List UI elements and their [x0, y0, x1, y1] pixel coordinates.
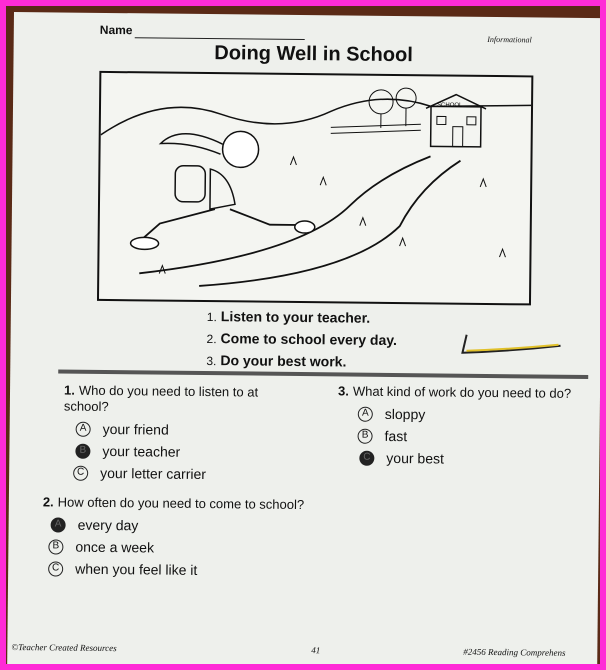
answer-bubble[interactable]: C: [48, 561, 63, 576]
rule-item: 1. Listen to your teacher.: [206, 308, 371, 326]
worksheet-page: [7, 12, 600, 664]
answer-bubble[interactable]: B: [358, 428, 373, 443]
answer-option[interactable]: A your friend: [76, 421, 304, 439]
name-label: Name: [99, 22, 133, 38]
answer-bubble-filled[interactable]: B: [75, 443, 90, 458]
answer-option[interactable]: C your best: [359, 450, 577, 468]
name-line: [134, 23, 304, 40]
answer-option[interactable]: C your letter carrier: [73, 465, 303, 483]
page-title: Doing Well in School: [214, 42, 413, 67]
answer-bubble[interactable]: A: [76, 421, 91, 436]
answer-bubble[interactable]: C: [73, 465, 88, 480]
answer-option[interactable]: A sloppy: [358, 406, 578, 424]
illustration-drawing: [99, 73, 531, 303]
question-1: 1. Who do you need to listen to at school? A your friend B your teacher C your letter carrier: [63, 383, 304, 484]
question-text: How often do you need to come to school?: [57, 494, 305, 513]
rule-item: 2. Come to school every day.: [206, 330, 398, 349]
running-girl: [131, 130, 316, 251]
school-building: [426, 94, 487, 147]
rules-list: [206, 306, 397, 374]
question-text: What kind of work do you need to do?: [352, 383, 572, 401]
illustration-girl-running-to-school: [97, 71, 533, 306]
answer-bubble-filled[interactable]: A: [51, 517, 66, 532]
answer-option[interactable]: B fast: [357, 428, 577, 446]
genre-tag: Informational: [487, 34, 532, 45]
name-field: [100, 23, 305, 40]
rule-item: 3. Do your best work.: [206, 352, 347, 370]
answer-option[interactable]: C when you feel like it: [48, 560, 312, 579]
answer-option[interactable]: B your teacher: [75, 443, 303, 461]
school-sign: SCHOOL: [437, 102, 463, 109]
footer-page-number: 41: [311, 645, 321, 656]
question-3: 3. What kind of work do you need to do? A sloppy B fast C your best: [337, 383, 578, 468]
question-text: Who do you need to listen to at school?: [63, 382, 259, 415]
question-2: 2. How often do you need to come to school? A every day B once a week C when you feel like it: [42, 494, 313, 579]
answer-bubble[interactable]: B: [48, 539, 63, 554]
photo-frame: [6, 6, 600, 664]
answer-option[interactable]: A every day: [51, 516, 313, 535]
footer-book-title: #2456 Reading Comprehens: [463, 646, 566, 658]
footer-publisher: ©Teacher Created Resources: [11, 642, 117, 654]
answer-option[interactable]: B once a week: [48, 538, 312, 557]
answer-bubble[interactable]: A: [358, 406, 373, 421]
pen-checkmark: [460, 329, 570, 360]
answer-bubble-filled[interactable]: C: [359, 450, 374, 465]
